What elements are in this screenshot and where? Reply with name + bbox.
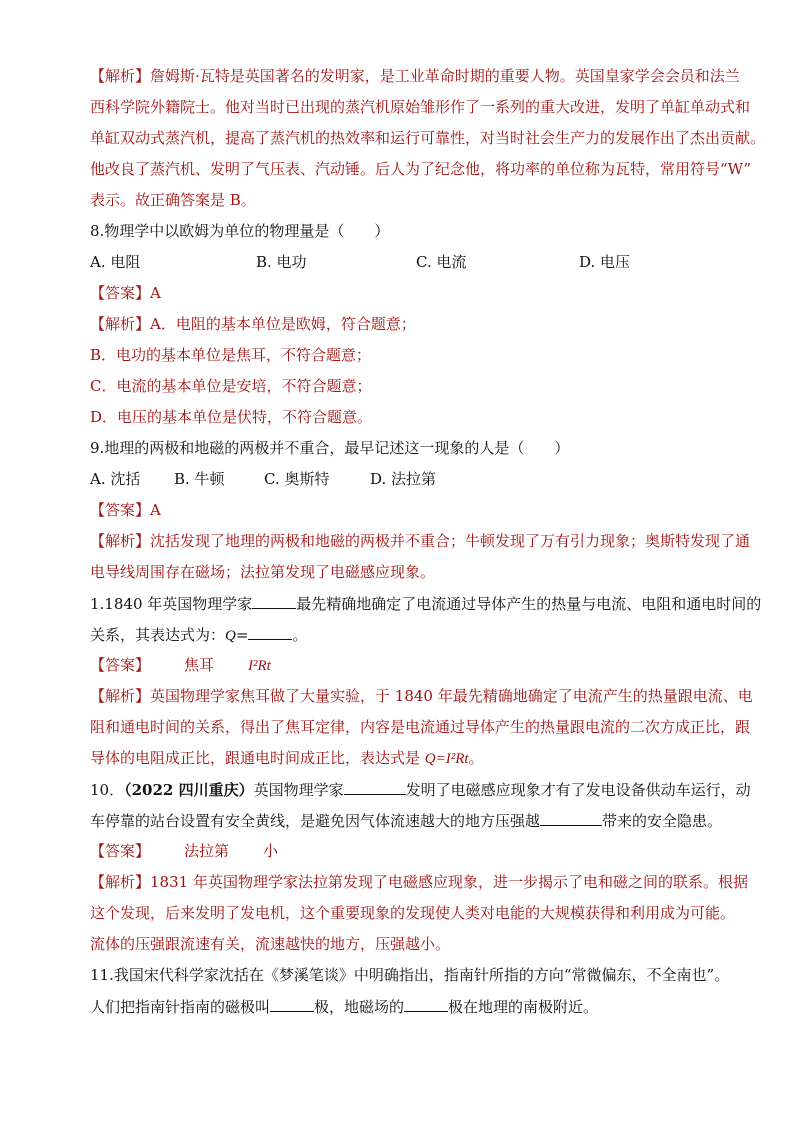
analysis-line: 他改良了蒸汽机、发明了气压表、汽动锤。后人为了纪念他，将功率的单位称为瓦特，常用符号“W” [90, 160, 752, 178]
answer-line [90, 500, 708, 520]
stem-text: 极在地理的南极附近。 [448, 998, 599, 1016]
question-stem [90, 624, 708, 644]
question-options [90, 252, 708, 272]
analysis-text: A．电阻的基本单位是欧姆，符合题意； [150, 315, 416, 333]
analysis-text: 沈括发现了地理的两极和地磁的两极并不重合；牛顿发现了万有引力现象；奥斯特发现了通 [150, 532, 751, 550]
analysis-line [90, 686, 753, 706]
analysis-line [90, 314, 708, 334]
analysis-line: 表示。故正确答案是 B。 [90, 191, 256, 209]
analysis-formula: Q=I²Rt [424, 751, 469, 767]
answer-tag: 【答案】 [90, 284, 151, 302]
analysis-text: 詹姆斯·瓦特是英国著名的发明家，是工业革命时期的重要人物。英国皇家学会会员和法兰 [150, 67, 740, 85]
question-stem [90, 996, 708, 1016]
option-a: A. 沈括 [90, 470, 141, 488]
option-c: C. 电流 [416, 253, 467, 271]
question-options [90, 469, 708, 489]
analysis-line [90, 748, 708, 768]
analysis-line [90, 872, 748, 892]
question-stem [90, 779, 751, 799]
answer-blank[interactable] [270, 996, 314, 1012]
stem-text: 极，地磁场的 [314, 998, 405, 1016]
analysis-line: D．电压的基本单位是伏特，不符合题意。 [90, 408, 373, 426]
stem-text: 。 [292, 626, 308, 644]
answer-value: A [150, 284, 161, 302]
question-stem: 9.地理的两极和地磁的两极并不重合，最早记述这一现象的人是（ ） [90, 439, 570, 457]
analysis-tag: 【解析】 [90, 67, 151, 85]
analysis-tag: 【解析】 [90, 532, 151, 550]
option-b: B. 电功 [256, 253, 307, 271]
analysis-text: 1831 年英国物理学家法拉第发现了电磁感应现象，进一步揭示了电和磁之间的联系。根据 [150, 873, 748, 891]
stem-text: 1.1840 年英国物理学家 [90, 595, 253, 613]
analysis-line [90, 531, 751, 551]
option-b: B. 牛顿 [174, 470, 225, 488]
analysis-tag: 【解析】 [90, 873, 151, 891]
question-stem: 11.我国宋代科学家沈括在《梦溪笔谈》中明确指出，指南针所指的方向“常微偏东，不全南也”。 [90, 966, 730, 984]
answer-line [90, 655, 708, 675]
analysis-text: 。 [468, 749, 484, 767]
analysis-line: 西科学院外籍院士。他对当时已出现的蒸汽机原始雏形作了一系列的重大改进，发明了单缸单动式和 [90, 98, 751, 116]
answer-value: A [150, 501, 161, 519]
analysis-line: 单缸双动式蒸汽机，提高了蒸汽机的热效率和运行可靠性，对当时社会生产力的发展作出了杰出贡献。 [90, 129, 766, 147]
answer-formula: I²Rt [248, 658, 271, 674]
answer-blank[interactable] [540, 810, 602, 826]
answer-tag: 【答案】 [90, 656, 151, 674]
stem-text: 英国物理学家 [253, 781, 344, 799]
analysis-line: B．电功的基本单位是焦耳，不符合题意； [90, 346, 372, 364]
question-number: 10． [90, 781, 125, 799]
answer-line [90, 283, 708, 303]
stem-text: 车停靠的站台设置有安全黄线，是避免因气体流速越大的地方压强越 [90, 812, 541, 830]
answer-blank[interactable] [344, 779, 406, 795]
answer-tag: 【答案】 [90, 501, 151, 519]
answer-blank[interactable] [248, 624, 292, 640]
option-c: C. 奥斯特 [264, 470, 330, 488]
analysis-tag: 【解析】 [90, 315, 151, 333]
analysis-line [90, 66, 740, 86]
stem-text: 发明了电磁感应现象才有了发电设备供动车运行，动 [405, 781, 751, 799]
analysis-line: 电导线周围存在磁场；法拉第发现了电磁感应现象。 [90, 563, 436, 581]
option-d: D. 电压 [579, 253, 631, 271]
option-d: D. 法拉第 [370, 470, 437, 488]
option-a: A. 电阻 [90, 253, 141, 271]
answer-value: 法拉第 [184, 842, 230, 860]
answer-tag: 【答案】 [90, 842, 151, 860]
analysis-line: C．电流的基本单位是安培，不符合题意； [90, 377, 372, 395]
analysis-line: 这个发现，后来发明了发电机，这个重要现象的发现使人类对电能的大规模获得和利用成为可能。 [90, 904, 736, 922]
analysis-tag: 【解析】 [90, 687, 151, 705]
answer-value: 焦耳 [184, 656, 215, 674]
analysis-line: 流体的压强跟流速有关，流速越快的地方，压强越小。 [90, 935, 451, 953]
analysis-line: 阻和通电时间的关系，得出了焦耳定律，内容是电流通过导体产生的热量跟电流的二次方成正比，跟 [90, 718, 751, 736]
stem-text: 人们把指南针指南的磁极叫 [90, 998, 271, 1016]
question-stem [90, 810, 723, 830]
document-page [90, 66, 766, 1027]
answer-value: 小 [263, 842, 279, 860]
answer-line [90, 841, 708, 861]
formula-var: Q [225, 628, 236, 644]
question-stem [90, 593, 762, 613]
answer-blank[interactable] [404, 996, 448, 1012]
analysis-text: 英国物理学家焦耳做了大量实验，于 1840 年最先精确地确定了电流产生的热量跟电流、电 [150, 687, 753, 705]
stem-text: 最先精确地确定了电流通过导体产生的热量与电流、电阻和通电时间的 [296, 595, 762, 613]
answer-blank[interactable] [252, 593, 296, 609]
stem-text: 带来的安全隐患。 [602, 812, 723, 830]
question-source: （2022 四川重庆） [124, 781, 254, 799]
analysis-text: 导体的电阻成正比，跟通电时间成正比，表达式是 [90, 749, 425, 767]
question-stem: 8.物理学中以欧姆为单位的物理量是（ ） [90, 222, 390, 240]
stem-text: 关系，其表达式为： [90, 626, 226, 644]
stem-text: = [235, 626, 249, 644]
